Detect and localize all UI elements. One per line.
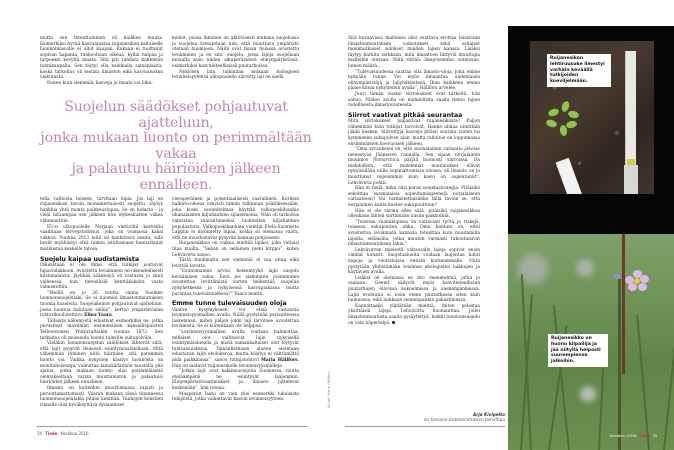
paragraph: Ennen kuin siemeniä, kasveja ja maata voi liiku-: [47, 80, 153, 86]
seedling-rosette: [548, 103, 582, 137]
paragraph: ”Tulevaisuudessa saattaa olla ilmasto-oloja, joita emme nykyään tunne. Voi myös ilmaantua uudenlaisia elinympäristöjä ja lajiyhdistelmiä. Ihan kaikkeen emme pääse kiinni nykytiedon avulla”, Hällfors arvelee.: [348, 69, 480, 92]
paragraph: [348, 304, 480, 326]
issue-date: Kesäkuu 2016: [60, 431, 89, 436]
paragraph: vieraperäinen ja potentiaalisesti vaarallinen. Korkein hallinto-oikeus vahvisti tämän tulkinnan päätöksessään, joka koski suunnitelmaa käyttää valkoposkihanhia uhanalaisten kiljuhanhien sijaisemoina. Näin oli tarkoitus vahvistaa vaarantuneeksi luokitellun kiljuhanhen populaatiota. Valkoposkihanhien vientiin Etelä-Suomesta Lappiin ei myönnetty lupaa, koska oli olemassa vaara, että ne muodostavat pysyvän kannan pohjoiseen.: [172, 196, 299, 241]
caption-bottom: Ruijanesikko on huono kilpailija ja jää niityllä helposti suurempiensa jalkoihin.: [548, 334, 608, 367]
author-role: on Sanoma-lisdetoimituksen toimittaja: [423, 417, 505, 423]
footer-right: [610, 433, 657, 438]
author-name: Arja Kivipelto: [472, 412, 505, 417]
column-2-bottom: [172, 197, 299, 403]
paragraph: mutta sen toteuttaminen oli kaikkea muuta. Esimerkiksi hyvää kasvualustaa ruijanesikon kaltaiselle luonnonkasville ei ollut kaupan. Kukaan ei tuottanut sopivan hapanta, raekooltaan oikeaa, kyllin halpaa ja tarpeeksi kevyttä maata. Sitä piti rahdata kohteisiin tonnikaupalla. Sen täytyi olla kaikkialla samanlaista, koska tarkoitus oli testata ilmaston eikä kasvualustan vaikutusta.: [40, 36, 163, 81]
quote-text: ”Levinneisyysmallien avulla voidaan hahmottaa, millaiset olot vallitsevat lajin nykyisellä esiintymisalueella ja mistä samankaltaiset olot löytyvät tulevaisuudessa. Tämänhetkisen alueen oletetaan edustavan lajin ekolokeroa, mutta käsitys ei välttämättä pidä paikkaansa”, sanoo tutkijatohtori: [172, 330, 299, 363]
magazine-logo: Tiede: [638, 433, 651, 438]
pull-quote-line: jonka mukaan luonto on perimmältään vakaa: [40, 130, 312, 162]
page-number: 35: [652, 433, 658, 438]
paragraph: Hän ei ole varma edes siitä, pitäisikö ruijanesikkoa ollenkaan lähteä siirtämään uusiin paikkoihin.: [348, 208, 480, 220]
issue-date: Kesäkuu 2016: [610, 433, 637, 438]
paragraph: EU:n ulkopuolelle Norjaan vietäviltä kasveilta vaaditaan terveystodistus, joka on voimassa kaksi viikkoa. Vuonna 2013 niitä oli hankittava useita, sillä kevät myöhästyi eikä taimia istuttamaan kannattanut matkustaa keskelle talvea.: [40, 224, 163, 252]
flower-bud: [614, 274, 621, 279]
column-2-top: [172, 36, 299, 81]
paragraph: keinot, joissa ihminen on aktiivisesti mukana suojelussa ja suojelua toteutetaan niin, että muuttuva ympäristö otetaan huomioon. Näitä ovat muun muassa avustettu leviäminen ja ex situ -suojelu, jossa lajeja suojellaan muualla kuin niiden alkuperäisessä elinympäristössä, esimerkiksi kasvitieteellisissä puutarhoissa.: [172, 36, 299, 69]
author-byline: [400, 412, 505, 423]
end-mark-icon: [392, 321, 395, 324]
soil-image: [530, 41, 654, 194]
footer-left: [37, 431, 89, 436]
quote-text: menestyisi Jäämeren rannalla. Sen sijaan norjalainen muunnos: [348, 152, 480, 164]
person-name: Maria Hällfors: [261, 358, 298, 363]
measuring-stick: [625, 51, 636, 176]
variety-name: finmarchica: [373, 158, 400, 164]
paragraph: [172, 330, 299, 369]
pull-quote: [40, 100, 312, 194]
pull-quote-line: ja palautuu häiriöiden jälkeen ennalleen.: [71, 161, 281, 193]
paragraph: ”Meillä on jo 26 vuotta vanha Suomen luonnonsuojelulaki. Se ei huomioi ilmastonmuutoksen tuomia haasteita. Suojelukeinot pohjautuvat ajatteluun, jossa luontoa halutaan säilöä”, kertoo ympäristöalan tohtorikoulutettava Elina Vaara.: [40, 290, 163, 319]
person-name: Elina Vaara: [84, 313, 112, 319]
blurred-flower: [580, 386, 596, 402]
paragraph: Sitä kuvaavissa malleissa olisi osattava erottaa toisistaan ilmastonmuutoksen vaikutukset sekä erilaiset monimutkaiset sidokset muiden lajien kanssa. Lisäksi täytyy harkita tarkkaan, mitä ilmastoon liittyviä muuttujia malleihin otetaan. Niitä riittää: lämpösumma, sateisuus, lumen määrä…: [348, 36, 480, 69]
quote-text: ”Oma arvaukseni on, että suomalainen variaatio: [355, 147, 463, 153]
caption-top: Ruijanesikon lehtiruusuke ilmestyi varhain keväällä tutkijoiden koeviljelmään.: [547, 54, 611, 87]
paragraph: Ilmasto on kuitenkin muuttumassa rajusti ja peruuttamattomasti. Vaaran mukaan tässä tilanteessa luonnonsuojelulakia pitäisi kehittää. Vanhojen konstien rinnalle olisi hyväksyttävä dynaamiset: [40, 385, 163, 408]
column-1-bottom: [40, 197, 163, 409]
paragraph: Vaaran kysymykseen voi etsiä vastausta levinneisyysmallien avulla. Niillä pystytään periaatteessa laskemaan, miten paljon jokin laji tarvitsee avustettua leviämistä. Se ei kuitenkaan ole helppoa.: [172, 307, 299, 330]
photo-seedling: [508, 26, 674, 234]
paragraph: Maaperän laatu on vain yksi esimerkki lukuisista tekijöistä, jotka vaikuttavat kasvin levinneisyyteen.: [172, 391, 299, 403]
blurred-flower: [576, 259, 594, 277]
page-number: 34: [37, 431, 43, 436]
paragraph: Lisäksi on olemassa ex situ -menetelmiä, jotka jo osataan. Geenit säilyvät myös kasvitieteellisten puutarhojen elävissä kokoelmissa ja siemenpankeissa. Lajin evoluutio ei tosin etene puutarhassa siten kuin luonnossa, eikä lainkaan siemenpankin pakastimessa.: [348, 275, 480, 304]
paragraph: ”Toisessa vaakakupissa on valtavasti työtä ja riskejä, toisessa sukupuuton uhka. Oma kantani on, ettei avustettua leviämistä kannata toteuttaa kuin muutamilla lajeilla, sellaisilla, jotka muuten varmasti tuhoutuisivat ilmastonmuutoksen takia.”: [348, 219, 480, 248]
paragraph: Vieläkin luonnonsuojelun säädökset lähtevät siitä, että lajit pysyvät ikuisesti esiintymisalueillaan. Mitä vähemmän ihminen niitä häiritsee, sitä paremmin luonto voi. Vaikka nykyinen käsitys luonnosta on monitahoisempi, vaikuttaa lainsäädännön taustalla yhä ajatus, jonka mukaan luonto olisi perimmäiseltä olemukseltaan varsin muuttumaton ja palautuisi häiriöiden jälkeen ennalleen.: [40, 341, 163, 386]
paragraph: Lehvävirran mielestä valtaosalle lajeja sopivat ensin vanhat konstit. Suojelualueita voidaan laajentaa kohti napoja ja vuoristoissa entistä korkeammalle. Niitä pystytään yhdistämään toisiinsa ekologisten laikkujen ja käytävien avulla.: [348, 247, 480, 276]
subheading: Emme tunne tulevaisuuden oloja: [172, 300, 287, 308]
primrose-flower: [625, 270, 649, 292]
magazine-logo: Tiede: [45, 431, 58, 436]
pull-quote-line: Suojelun säädökset pohjautuvat ajatteluun,: [64, 99, 288, 131]
closing-text: Kannattaako yliplätään miettiä, miten pelastaa yksittäisiä lajeja, Lehvävirta huomauttaa. Jollei ilmastonmuutosta saada pysäytettyä, kaikki luonnonsuojelu on vain näpertelyä.: [348, 303, 480, 326]
subheading: Suojelu kaipaa uudistamista: [40, 255, 140, 263]
paragraph: Hän ei tiedä, mikä olisi paras suojelustrategia. Pitäisikö sekoittaa suomalaisia sopeutumisgeenejä norjalaiseen variaatioon? Vai varmistettaisiinko tällä tavoin se, että norjalainen kanta kuolee sukupuuttoon?: [348, 186, 480, 209]
paragraph: Ruijanesikkoa on vaikea mieltää lajiksi, joka valtaisi tilaa muilta. ”Sehän on sellainen pieni kirppu”, kuten Lehvävirta sanoo.: [172, 241, 299, 258]
paragraph: [348, 147, 480, 186]
flower-stem: [622, 234, 625, 374]
photo-credit: Kuvat: Maria Hällfors: [327, 371, 331, 408]
variety-name: jokelae: [464, 147, 480, 153]
paragraph: Oikeastaan ei ole ihme, että tutkijat joutuivat lupaviidakkoon. Avustettu leviäminen on oikeudellisesti kiistanalaista. Jäykkää sääntelyä oli vastassa jo siinä vaiheessa, kun tieteellisiä kenttäkokeita vasta valmisteltiin.: [40, 262, 163, 291]
column-1-top: [40, 36, 163, 86]
paragraph: Tästä huolimatta sen siemeniä ei saa ottaa eikä levittää lavatta.: [172, 258, 299, 269]
subheading: Siirrot vaativat pitkää seurantaa: [348, 111, 463, 119]
paragraph: ”Viranomainen arvioi, heikentyykö lajin suojelu keräämisen takia. Entä jos siementen poimiminen avustettua levittämistä varten heikentää suojelua nykyhetkessä ja nykyisessä kasvupaikassa mutta parantaa tulevaisuudessa?” Vaara miettii.: [172, 269, 299, 297]
footer-rule-left: [37, 426, 307, 427]
paragraph: Tällaista näkemystä edustivat esimerkiksi ne, jotka perustivat maailman ensimmäisen kansallispuiston Yellowstonen Yhdysvaltoihin vuonna 1872. Sen tarkoitus oli museoida luonto tuleville sukupolville.: [40, 318, 163, 341]
paragraph: Nykyisen lain tulkinnan mukaan biologisen levinneisyytensä ulkopuolelle siirretty laji on siellä: [172, 69, 299, 81]
flower-stem: [618, 279, 621, 450]
photo-flower: [508, 234, 674, 450]
quote-text: ”Meillä on jo 26 vuotta vanha Suomen luonnonsuojelulaki. Se ei huomioi ilmastonmuutoksen tuomia haasteita. Suojelukeinot pohjautuvat ajatteluun, jossa luontoa halutaan säilöä”, kertoo ympäristöalan tohtorikoulutettava: [40, 290, 163, 319]
paragraph: tella valtiosta toiseen, tarvitaan lupia. Jos laji on ruijanesikon tavoin moninkertaisesti suojeltu, täytyy hankkia yhtä monta poikkeuslupaa. Se on hidasta – ja vielä hitaampaa sen jälkeen kun elykeskusten väkeä vähennettiin.: [40, 196, 163, 224]
paragraph: Mitä siirtokokeet paljastivat ruijanesikosta? Paljon vähemmän kuin tutkijat toivoivat. Hanke uhkaa nimittäin jäädä kesken. Siirrettyjä kasveja pitäisi seurata viiden tai kymmenen sukupolven ajan, mutta rahoitus on loppumassa ensimmäisten koevuosien jälkeen.: [348, 119, 480, 147]
paragraph: ”Jotkin lajit ovat kalkinsuosijoita Suomessa, mutta eteläämpänä ne esiintyvät laajemmin. Elinympäristövaatimukset ja ilmasto juttelevat keskenään”, hän toteaa.: [172, 369, 299, 391]
paragraph: Juuri tämän vuoksi siirtokokeet ovat tärkeitä, hän sanoo. Niiden avulla on mahdollista saada tietoa lajien todellisesta ilmastovasteesta.: [348, 91, 480, 109]
column-3: [348, 36, 480, 326]
quote-text: pärjää huonosti siirroissa. On mahdollista, että molemmat muunnokset elävät nykyisellään niille sopimattomissa oloissa, eli ilmasto on jo muuttunut nopeammin kuin kasvi on sopeutunut”, Lehvävirta pohtii.: [348, 158, 480, 186]
footer-rule-right: [345, 426, 505, 427]
ruler-tip: [624, 165, 638, 194]
plant-label: [556, 158, 583, 194]
quote-text: . Hän on laatinut ruijanesikolle levinneisyysmalleja.: [172, 358, 299, 369]
